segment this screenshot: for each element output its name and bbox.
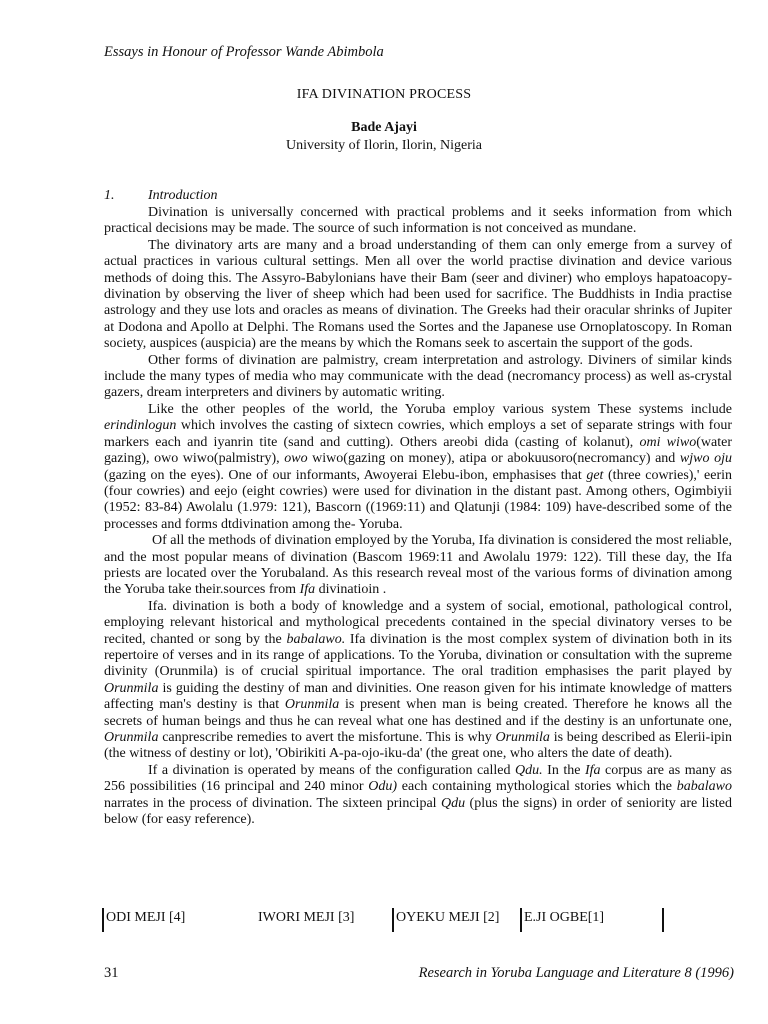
- paragraph-text: (three cowries),' eerin (four cowries) and eejo (eight cowries) were used for divination in the distant past. Among others, Ogimbiyii (1952: 83-84) Awolalu (1.979: 121), Bascorn ((1969:11) and Qlatunji (1984: 109) have-described some of the processes and forms dtdivination among the- Yoruba.: [104, 467, 732, 532]
- italic-term: Ifa: [299, 582, 316, 598]
- paragraph-text: corpus are as many as 256 possibilities (16 principal and 240 minor: [104, 762, 733, 795]
- paragraph-text: is being described as Elerii-ipin (the witness of destiny or lot), 'Obirikiti A-pa-ojo-iku-da' (the great one, who alters the date of death).: [104, 730, 732, 762]
- odu-sign-label: ODI MEJI [4]: [106, 910, 186, 925]
- italic-term: wjwo oju: [679, 451, 732, 467]
- paragraph-text: (plus the signs) in order of seniority are listed below (for easy reference).: [104, 795, 732, 828]
- paragraph-text: Like the other peoples of the world, the Yoruba employ various system These systems include: [148, 401, 732, 417]
- italic-term: erindinlogun: [104, 418, 177, 434]
- italic-term: Qdu: [440, 795, 466, 811]
- paragraph-text: is guiding the destiny of man and divinities. One reason given for his intimate knowledge of matters affecting man's destiny is that: [104, 680, 732, 713]
- paragraph-text: (water gazing), owo wiwo(palmistry),: [104, 434, 732, 467]
- paragraph-text: Ifa divination is the most complex system of divination both in its repertoire of verses and in its range of applications. To the Yoruba, divination or consultation with the supreme divinity (Orunmila) is of crucial spiritual importance. The oral tradition emphasises the parit played by: [104, 631, 732, 680]
- paragraph: [104, 402, 732, 533]
- italic-term: Orunmila: [104, 680, 159, 696]
- italic-term: Orunmila: [284, 697, 340, 713]
- odu-sign-cell: [254, 908, 355, 932]
- paragraph: Divination is universally concerned with practical problems and it seeks information from which practical decisions may be made. The source of such information is not conceived as mundane.: [104, 205, 732, 237]
- paragraph: [104, 599, 732, 763]
- odu-sign-label: E.JI OGBE[1]: [524, 910, 605, 925]
- author-affiliation: University of Ilorin, Ilorin, Nigeria: [286, 138, 482, 153]
- running-head: Essays in Honour of Professor Wande Abimbola: [104, 44, 384, 60]
- table-divider: [520, 908, 522, 932]
- odu-sign-cell: [102, 908, 186, 932]
- italic-term: Ifa: [584, 762, 601, 778]
- odu-signs-table: [102, 908, 666, 932]
- italic-term: get: [586, 467, 604, 483]
- paragraph-text: Ifa. divination is both a body of knowledge and a system of social, emotional, pathological control, employing relevant historical and mythological precedents contained in the special divinatory verses to be recited, chanted or song by the: [104, 598, 732, 647]
- italic-term: owo: [284, 451, 308, 467]
- italic-term: Orunmila: [495, 730, 550, 745]
- paragraph-text: canprescribe remedies to avert the misfortune. This is why: [158, 730, 496, 745]
- paragraph-text: which involves the casting of sixtecn cowries, which employs a set of separate strings with four markers each and iyanrin tite (sand and cutting). Others areobi dida (casting of kolanut),: [104, 418, 732, 450]
- paragraph-text: wiwo(gazing on money), atipa or abokuusoro(necromancy) and: [307, 451, 680, 467]
- paragraph: Other forms of divination are palmistry, cream interpretation and astrology. Diviners of similar kinds include the many types of media who may communicate with the dead (necromancy process) as well as-crystal gazers, dream interpreters and diviners by automatic writing.: [104, 352, 732, 401]
- article-title: IFA DIVINATION PROCESS: [296, 87, 472, 102]
- journal-footer: Research in Yoruba Language and Literature 8 (1996): [418, 965, 734, 981]
- odu-sign-cell: [392, 908, 500, 932]
- article-body: [104, 205, 732, 828]
- odu-sign-cell: [520, 908, 605, 932]
- paragraph: The divinatory arts are many and a broad understanding of them can only emerge from a survey of actual practices in various cultural settings. Men all over the world practise divination and device various methods of doing this. The Assyro-Babylonians have their Bam (seer and diviner) who employs hapatoacopy-divination by observing the liver of sheep which had been used for sacrifice. The Buddhists in India practise astrology and they use lots and oracles as means of divination. The Greeks had their oracular shrinks of Jupiter at Dodona and Apollo at Delphi. The Romans used the Sortes and the Japanese use Ornoplatoscopy. In Roman society, auspices (auspicia) are the means by which the Romans seek to ascertain the support of the gods.: [104, 237, 732, 352]
- odu-sign-label: OYEKU MEJI [2]: [396, 910, 500, 925]
- paragraph: [104, 763, 732, 829]
- paragraph-text: is present when man is being created. Therefore he knows all the secrets of human beings and thus he can reveal what one has destined and if the destiny is an unfortunate one,: [104, 697, 732, 729]
- paragraph-text: divinatioin .: [315, 582, 387, 598]
- author-name: Bade Ajayi: [351, 120, 417, 135]
- paragraph: [104, 533, 732, 599]
- odu-sign-label: IWORI MEJI [3]: [258, 910, 355, 925]
- section-number: 1.: [104, 188, 115, 203]
- paragraph-text: narrates in the process of divination. The sixteen principal: [104, 795, 441, 811]
- table-divider: [392, 908, 394, 932]
- italic-term: Orunmila: [104, 730, 159, 745]
- paragraph-text: (gazing on the eyes). One of our informants, Awoyerai Elebu-ibon, emphasises that: [104, 467, 587, 483]
- paragraph-text: Of all the methods of divination employed by the Yoruba, Ifa divination is considered the most reliable, and the most popular means of divination (Bascom 1969:11 and Awolalu 1979: 122). Till these day, the Ifa priests are located over the Yorubaland. As this research reveal most of the various forms of divination among the Yoruba take their.sources from: [104, 533, 732, 598]
- page-number: 31: [104, 965, 119, 981]
- paragraph-text: In the: [542, 762, 585, 778]
- paragraph-text: If a divination is operated by means of the configuration called: [148, 762, 515, 778]
- italic-term: Qdu.: [515, 762, 543, 778]
- italic-term: omi wiwo: [639, 434, 697, 450]
- italic-term: babalawo: [676, 779, 732, 795]
- table-divider: [662, 908, 664, 932]
- italic-term: babalawo.: [286, 631, 346, 647]
- section-heading: [104, 188, 217, 204]
- section-title: Introduction: [148, 188, 218, 203]
- paragraph-text: each containing mythological stories which the: [397, 779, 677, 795]
- table-divider: [102, 908, 104, 932]
- italic-term: Odu): [368, 779, 398, 795]
